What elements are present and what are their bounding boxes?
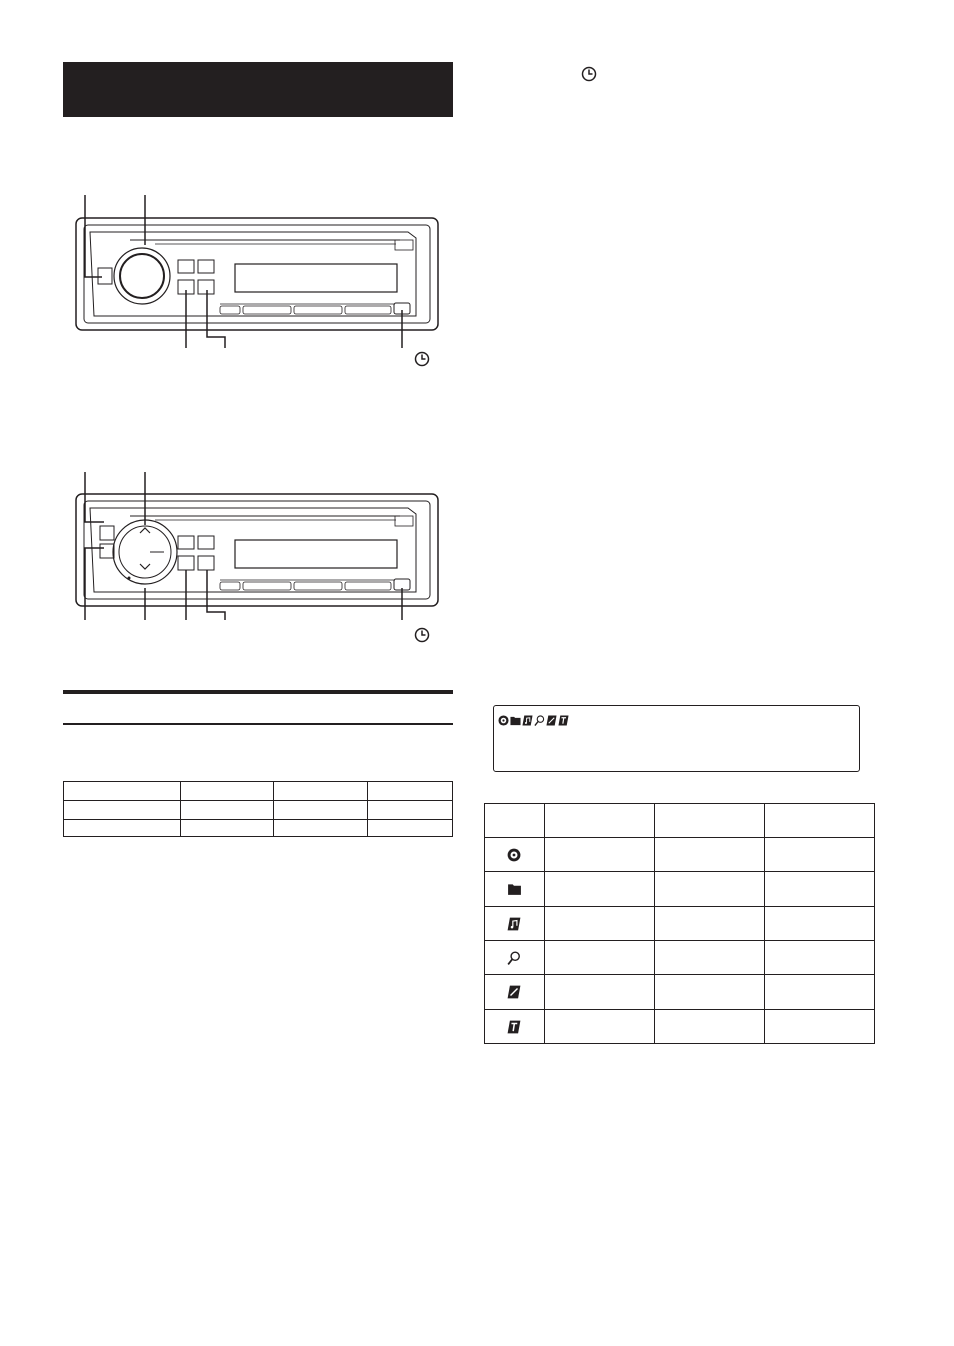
album-icon (507, 985, 521, 999)
table-cell (274, 801, 367, 820)
folder-icon (507, 882, 522, 896)
table-cell (64, 801, 181, 820)
table-cell (654, 907, 764, 941)
table-row (64, 782, 453, 801)
table-header-cell (544, 804, 654, 838)
table-cell (274, 820, 367, 837)
music-note-icon (507, 917, 521, 931)
table-cell (654, 872, 764, 907)
head-unit-illustration-upper (60, 190, 450, 370)
table-cell (544, 975, 654, 1010)
table-cell (654, 975, 764, 1010)
table-cell (544, 941, 654, 975)
clock-icon (414, 351, 430, 367)
table-cell (764, 941, 874, 975)
table-cell (764, 838, 874, 872)
table-cell (764, 907, 874, 941)
table-cell (367, 801, 452, 820)
table-cell (544, 907, 654, 941)
icon-table (484, 803, 875, 1044)
clock-icon (414, 627, 430, 643)
head-unit-illustration-lower (60, 470, 450, 630)
section-header-bar (63, 62, 453, 117)
table-cell (654, 1010, 764, 1044)
table-cell (64, 782, 181, 801)
table-header-cell (764, 804, 874, 838)
table-row (485, 975, 875, 1010)
artist-icon (534, 715, 545, 726)
section-divider-thick (63, 690, 453, 694)
note-box (493, 705, 860, 772)
table-cell (544, 872, 654, 907)
folder-icon (510, 715, 521, 726)
music-note-icon (522, 715, 533, 726)
table-row (485, 1010, 875, 1044)
table-cell (274, 782, 367, 801)
table-row (485, 872, 875, 907)
table-cell (181, 801, 274, 820)
table-cell (181, 782, 274, 801)
table-cell (764, 1010, 874, 1044)
table-header-cell (654, 804, 764, 838)
table-cell (544, 1010, 654, 1044)
table-cell (764, 872, 874, 907)
title-icon (507, 1020, 521, 1034)
table-cell (544, 838, 654, 872)
table-row (485, 941, 875, 975)
table-cell (367, 820, 452, 837)
section-divider-thin (63, 723, 453, 725)
table-row (64, 801, 453, 820)
album-icon (546, 715, 557, 726)
icon-strip (498, 714, 569, 727)
disc-icon (498, 715, 509, 726)
table-cell (764, 975, 874, 1010)
artist-icon (507, 951, 521, 965)
table-row (485, 907, 875, 941)
disc-icon (507, 848, 521, 862)
table-header-cell (485, 804, 545, 838)
table-row (485, 838, 875, 872)
clock-icon (581, 66, 597, 82)
table-header-row (485, 804, 875, 838)
title-icon (558, 715, 569, 726)
left-table (63, 781, 453, 837)
table-cell (654, 941, 764, 975)
table-cell (64, 820, 181, 837)
table-cell (654, 838, 764, 872)
table-cell (181, 820, 274, 837)
table-cell (367, 782, 452, 801)
table-row (64, 820, 453, 837)
